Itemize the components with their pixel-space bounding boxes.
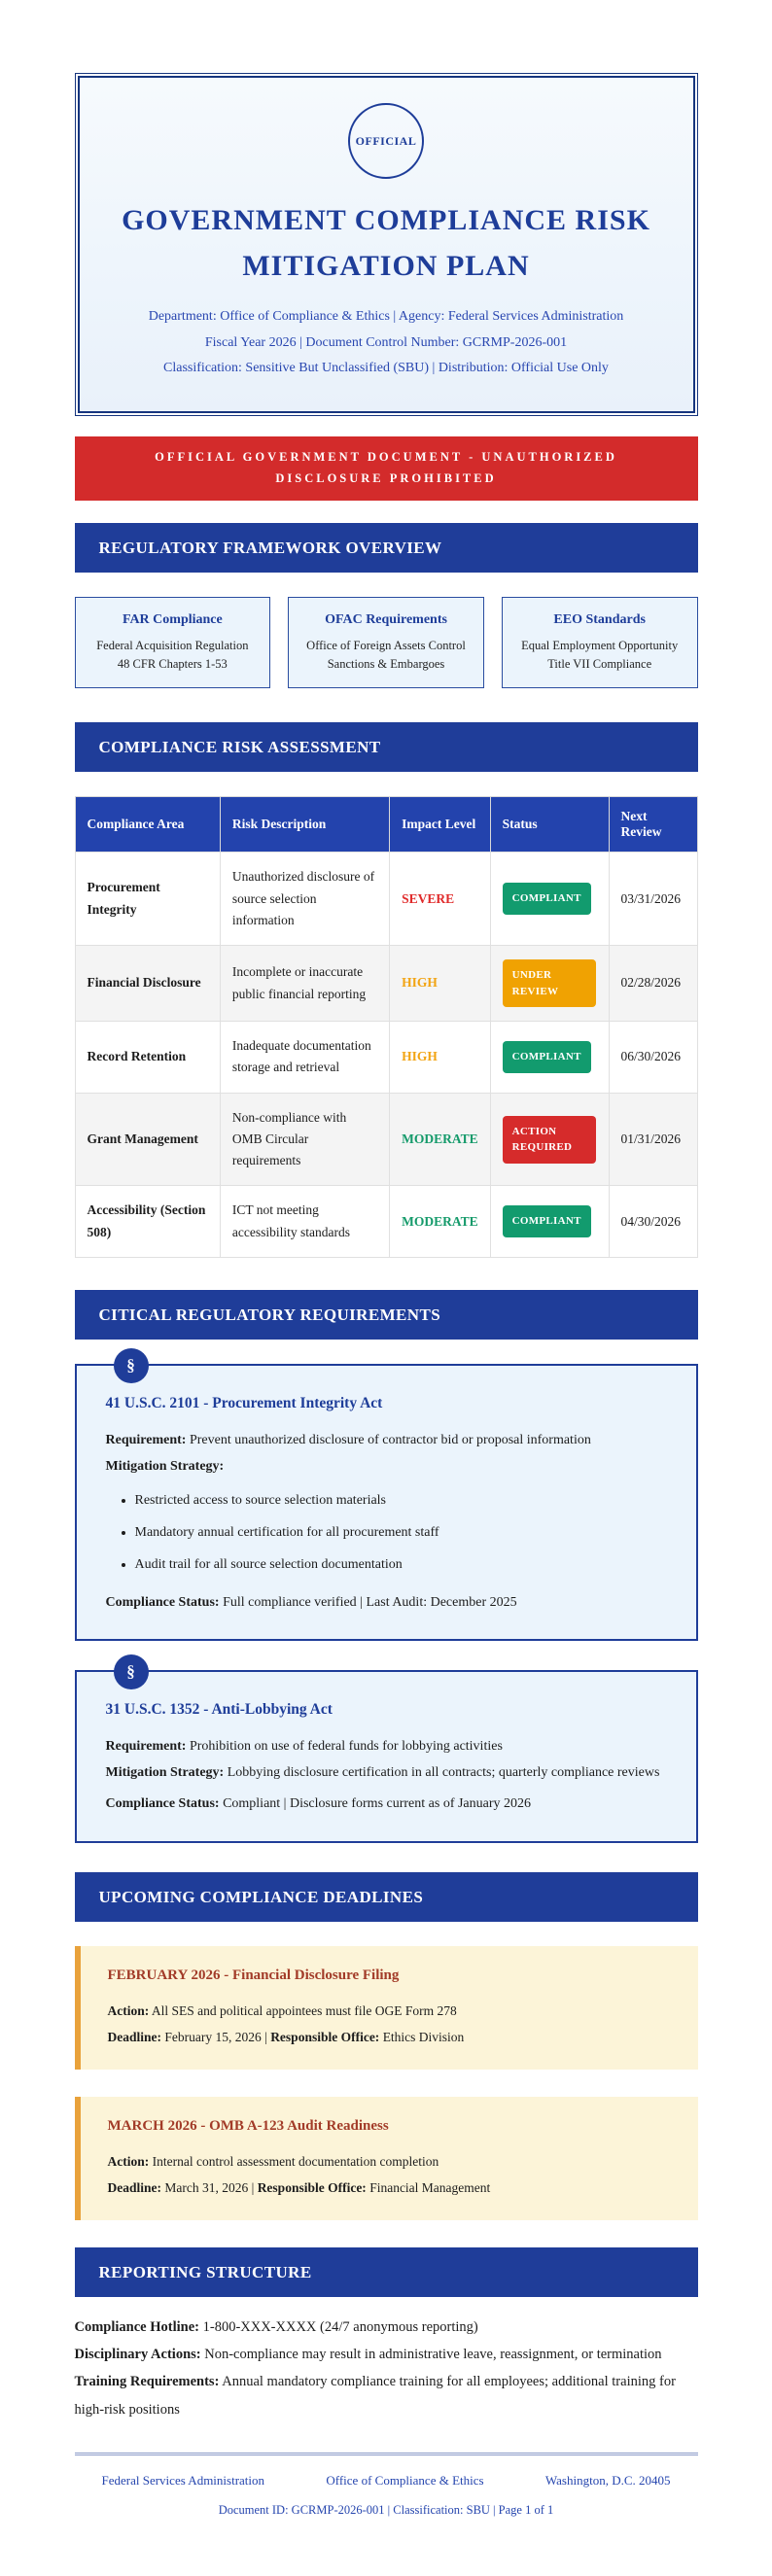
table-row <box>75 1022 697 1094</box>
framework-card-far <box>75 597 271 689</box>
framework-card-line1: Office of Foreign Assets Control <box>306 638 466 652</box>
status-badge: UNDER REVIEW <box>503 959 596 1007</box>
training-line <box>75 2368 698 2423</box>
requirement-card-anti-lobbying <box>75 1662 698 1843</box>
framework-cards-row <box>75 597 698 689</box>
cell-compliance-area: Financial Disclosure <box>75 946 220 1022</box>
seal-text: OFFICIAL <box>355 133 417 148</box>
requirement-line <box>106 1734 667 1760</box>
cell-risk-description: Incomplete or inaccurate public financial reporting <box>220 946 389 1022</box>
requirement-text: Prohibition on use of federal funds for lobbying activities <box>186 1739 503 1755</box>
footer-office: Office of Compliance & Ethics <box>326 2472 484 2488</box>
section-header-regulatory-framework: REGULATORY FRAMEWORK OVERVIEW <box>75 523 698 573</box>
deadline-action-line <box>108 1998 671 2024</box>
compliance-status-label: Compliance Status: <box>105 1594 220 1610</box>
status-badge: ACTION REQUIRED <box>503 1116 596 1164</box>
hotline-line <box>75 2314 698 2341</box>
mitigation-text: Lobbying disclosure certification in all contracts; quarterly compliance reviews <box>224 1764 660 1780</box>
status-badge: COMPLIANT <box>503 1205 591 1237</box>
statute-title: 31 U.S.C. 1352 - Anti-Lobbying Act <box>105 1701 333 1719</box>
framework-card-line2: 48 CFR Chapters 1-53 <box>117 656 228 671</box>
official-seal <box>348 103 424 179</box>
cell-status <box>490 1186 609 1258</box>
action-text: All SES and political appointees must file OGE Form 278 <box>149 2002 457 2018</box>
cell-status <box>490 1093 609 1186</box>
cell-next-review: 02/28/2026 <box>609 946 697 1022</box>
column-header-risk-description: Risk Description <box>220 797 389 853</box>
cell-impact-level: HIGH <box>390 946 491 1022</box>
action-text: Internal control assessment documentation completion <box>149 2153 439 2169</box>
column-header-status: Status <box>490 797 609 853</box>
cell-next-review: 01/31/2026 <box>609 1093 697 1186</box>
section-symbol-icon: § <box>114 1654 149 1689</box>
requirement-line <box>106 1428 667 1454</box>
framework-card-ofac <box>288 597 484 689</box>
compliance-status-text: Full compliance verified | Last Audit: December 2025 <box>219 1594 517 1610</box>
compliance-status-label: Compliance Status: <box>105 1796 220 1812</box>
framework-card-title: OFAC Requirements <box>325 611 447 627</box>
office-text: Financial Management <box>366 2179 491 2195</box>
status-badge: COMPLIANT <box>503 883 591 915</box>
requirement-label: Requirement: <box>105 1739 187 1755</box>
cell-status <box>490 946 609 1022</box>
cell-compliance-area: Grant Management <box>75 1093 220 1186</box>
mitigation-bullet: • Audit trail for all source selection documentation <box>135 1553 667 1577</box>
document-header-box <box>75 73 698 416</box>
deadline-label: Deadline: <box>107 2179 161 2195</box>
compliance-status-line <box>106 1590 667 1617</box>
cell-risk-description: Non-compliance with OMB Circular requirements <box>220 1093 389 1186</box>
framework-card-title: EEO Standards <box>553 611 646 627</box>
document-page <box>75 0 698 2576</box>
section-symbol-icon: § <box>114 1348 149 1383</box>
deadline-label: Deadline: <box>107 2029 161 2044</box>
office-text: Ethics Division <box>379 2029 465 2044</box>
mitigation-label: Mitigation Strategy: <box>105 1458 225 1474</box>
deadline-date-line <box>108 2175 671 2201</box>
warning-banner: OFFICIAL GOVERNMENT DOCUMENT - UNAUTHORIZED DISCLOSURE PROHIBITED <box>75 436 698 501</box>
footer-columns <box>75 2473 698 2489</box>
hotline-text: 1-800-XXX-XXXX (24/7 anonymous reporting) <box>198 2318 478 2335</box>
document-meta <box>103 304 670 382</box>
column-header-compliance-area: Compliance Area <box>75 797 220 853</box>
cell-impact-level: MODERATE <box>390 1093 491 1186</box>
deadline-heading: MARCH 2026 - OMB A-123 Audit Readiness <box>107 2117 389 2134</box>
section-header-deadlines: UPCOMING COMPLIANCE DEADLINES <box>75 1872 698 1922</box>
framework-card-line2: Title VII Compliance <box>547 656 652 671</box>
mitigation-label: Mitigation Strategy: <box>105 1764 225 1780</box>
cell-next-review: 03/31/2026 <box>609 853 697 946</box>
deadline-heading: FEBRUARY 2026 - Financial Disclosure Filing <box>107 1967 400 1983</box>
action-label: Action: <box>107 2002 150 2018</box>
cell-risk-description: Inadequate documentation storage and retrieval <box>220 1022 389 1094</box>
risk-assessment-table <box>75 796 698 1258</box>
requirement-text: Prevent unauthorized disclosure of contractor bid or proposal information <box>186 1432 591 1447</box>
mitigation-bullet: • Restricted access to source selection materials <box>135 1489 667 1513</box>
status-badge: COMPLIANT <box>503 1041 591 1073</box>
compliance-status-line <box>106 1792 667 1818</box>
deadline-text: March 31, 2026 | <box>161 2179 258 2195</box>
disciplinary-text: Non-compliance may result in administrative leave, reassignment, or termination <box>200 2347 662 2363</box>
table-row <box>75 853 697 946</box>
table-row <box>75 946 697 1022</box>
deadline-box-february <box>75 1946 698 2070</box>
framework-card-line2: Sanctions & Embargoes <box>327 656 445 671</box>
document-title-line2: MITIGATION PLAN <box>242 249 530 282</box>
cell-impact-level: HIGH <box>390 1022 491 1094</box>
cell-compliance-area: Accessibility (Section 508) <box>75 1186 220 1258</box>
table-row <box>75 1093 697 1186</box>
deadline-text: February 15, 2026 | <box>161 2029 271 2044</box>
section-header-risk-assessment: COMPLIANCE RISK ASSESSMENT <box>75 722 698 772</box>
compliance-status-text: Compliant | Disclosure forms current as of January 2026 <box>219 1796 532 1812</box>
requirement-label: Requirement: <box>105 1432 187 1447</box>
requirement-card-procurement-integrity <box>75 1355 698 1641</box>
cell-risk-description: Unauthorized disclosure of source selection information <box>220 853 389 946</box>
office-label: Responsible Office: <box>270 2029 380 2044</box>
cell-status <box>490 1022 609 1094</box>
cell-risk-description: ICT not meeting accessibility standards <box>220 1186 389 1258</box>
section-header-critical-requirements: CITICAL REGULATORY REQUIREMENTS <box>75 1290 698 1340</box>
footer-document-id-line: Document ID: GCRMP-2026-001 | Classification: SBU | Page 1 of 1 <box>218 2502 554 2517</box>
column-header-next-review: Next Review <box>609 797 697 853</box>
footer-agency: Federal Services Administration <box>101 2472 265 2488</box>
cell-impact-level: SEVERE <box>390 853 491 946</box>
cell-status <box>490 853 609 946</box>
table-row <box>75 1186 697 1258</box>
document-title-line1: GOVERNMENT COMPLIANCE RISK <box>122 204 650 236</box>
hotline-label: Compliance Hotline: <box>74 2318 199 2335</box>
reporting-structure-text <box>75 2314 698 2423</box>
mitigation-bullet: • Mandatory annual certification for all procurement staff <box>135 1521 667 1545</box>
deadline-date-line <box>108 2024 671 2050</box>
deadline-action-line <box>108 2148 671 2175</box>
framework-card-line1: Equal Employment Opportunity <box>521 638 679 652</box>
action-label: Action: <box>107 2153 150 2169</box>
meta-department-line: Department: Office of Compliance & Ethics | Agency: Federal Services Administration <box>148 309 624 324</box>
disciplinary-line <box>75 2341 698 2368</box>
table-header-row <box>75 797 697 853</box>
framework-card-eeo <box>502 597 698 689</box>
document-header-inner <box>78 76 695 413</box>
document-title <box>103 198 670 289</box>
cell-next-review: 04/30/2026 <box>609 1186 697 1258</box>
framework-card-title: FAR Compliance <box>122 611 223 627</box>
disciplinary-label: Disciplinary Actions: <box>74 2347 201 2363</box>
cell-compliance-area: Record Retention <box>75 1022 220 1094</box>
mitigation-bullet-list <box>135 1489 667 1576</box>
statute-title: 41 U.S.C. 2101 - Procurement Integrity Act <box>105 1394 383 1411</box>
training-label: Training Requirements: <box>74 2374 220 2390</box>
meta-classification-line: Classification: Sensitive But Unclassified (SBU) | Distribution: Official Use Only <box>163 361 609 376</box>
cell-impact-level: MODERATE <box>390 1186 491 1258</box>
cell-next-review: 06/30/2026 <box>609 1022 697 1094</box>
training-text: Annual mandatory compliance training for all employees; additional training for high-risk positions <box>74 2374 676 2418</box>
section-header-reporting: REPORTING STRUCTURE <box>75 2247 698 2297</box>
footer-location: Washington, D.C. 20405 <box>544 2472 671 2488</box>
mitigation-line <box>106 1760 667 1787</box>
document-footer <box>75 2453 698 2518</box>
cell-compliance-area: Procurement Integrity <box>75 853 220 946</box>
column-header-impact-level: Impact Level <box>390 797 491 853</box>
deadline-box-march <box>75 2097 698 2220</box>
mitigation-label-line <box>106 1454 667 1480</box>
framework-card-line1: Federal Acquisition Regulation <box>96 638 249 652</box>
office-label: Responsible Office: <box>257 2179 367 2195</box>
meta-fiscal-year-line: Fiscal Year 2026 | Document Control Number: GCRMP-2026-001 <box>204 334 568 350</box>
